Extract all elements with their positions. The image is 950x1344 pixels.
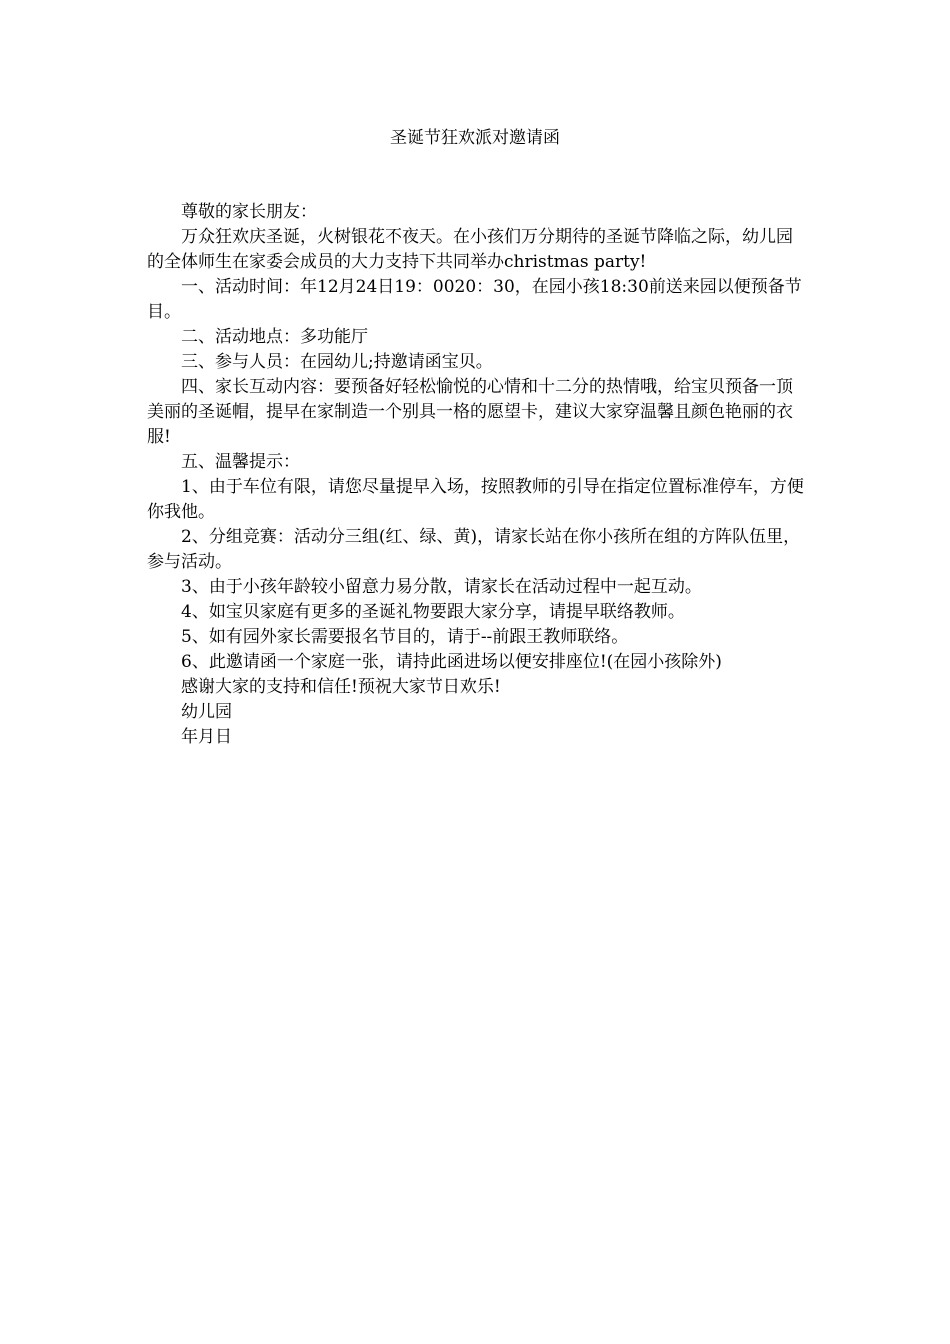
- signature-date: 年月日: [181, 727, 232, 747]
- tip-item: 4、如宝贝家庭有更多的圣诞礼物要跟大家分享，请提早联络教师。: [181, 602, 685, 622]
- intro-paragraph: 万众狂欢庆圣诞，火树银花不夜天。在小孩们万分期待的圣诞节降临之际，幼儿园的全体师生在家委会成员的大力支持下共同举办christmas party!: [147, 227, 793, 272]
- document-title: 圣诞节狂欢派对邀请函: [390, 128, 560, 148]
- thanks-paragraph: 感谢大家的支持和信任!预祝大家节日欢乐!: [181, 677, 501, 697]
- tip-item: 2、分组竞赛：活动分三组(红、绿、黄)，请家长站在你小孩所在组的方阵队伍里，参与活动。: [147, 527, 801, 572]
- tips-heading: 五、温馨提示：: [181, 452, 300, 472]
- parent-interaction: 四、家长互动内容：要预备好轻松愉悦的心情和十二分的热情哦，给宝贝预备一顶美丽的圣诞帽，提早在家制造一个别具一格的愿望卡，建议大家穿温馨且颜色艳丽的衣服!: [147, 377, 793, 447]
- activity-location: 二、活动地点：多功能厅: [181, 327, 368, 347]
- document-body: [147, 200, 807, 750]
- salutation: 尊敬的家长朋友：: [181, 202, 317, 222]
- tip-item: 6、此邀请函一个家庭一张，请持此函进场以便安排座位!(在园小孩除外): [181, 652, 722, 672]
- tip-item: 3、由于小孩年龄较小留意力易分散，请家长在活动过程中一起互动。: [181, 577, 702, 597]
- activity-time: 一、活动时间：年12月24日19：0020：30，在园小孩18:30前送来园以便预备节目。: [147, 277, 802, 322]
- tip-item: 5、如有园外家长需要报名节目的，请于--前跟王教师联络。: [181, 627, 629, 647]
- signature-org: 幼儿园: [181, 702, 232, 722]
- tip-item: 1、由于车位有限，请您尽量提早入场，按照教师的引导在指定位置标准停车，方便你我他。: [147, 477, 804, 522]
- participants: 三、参与人员：在园幼儿;持邀请函宝贝。: [181, 352, 493, 372]
